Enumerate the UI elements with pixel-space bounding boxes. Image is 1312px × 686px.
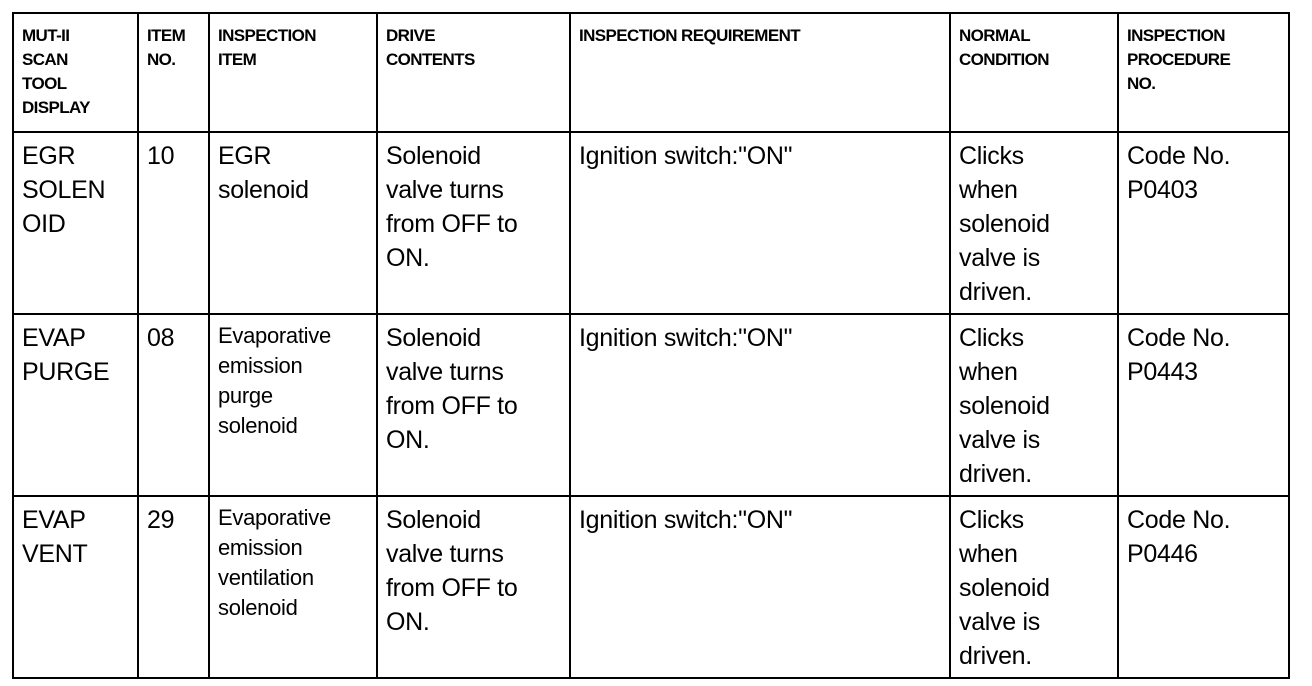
table-row [13,314,1289,496]
header-scan-tool-display: MUT-II SCAN TOOL DISPLAY [13,13,138,132]
header-inspection-procedure-no: INSPECTION PROCEDURE NO. [1118,13,1289,132]
table-row [13,496,1289,678]
header-inspection-requirement: INSPECTION REQUIREMENT [570,13,950,132]
header-normal-condition: NORMAL CONDITION [950,13,1118,132]
inspection-table-sheet [12,12,1290,679]
header-drive-contents: DRIVE CONTENTS [377,13,570,132]
cell-item-no: 29 [138,496,209,678]
cell-scan-tool-display: EVAP PURGE [13,314,138,496]
cell-inspection-requirement: Ignition switch:"ON" [570,132,950,314]
cell-inspection-item: Evaporative emission ventilation solenoid [209,496,377,678]
table-row [13,132,1289,314]
cell-normal-condition: Clicks when solenoid valve is driven. [950,132,1118,314]
cell-inspection-procedure-no: Code No. P0443 [1118,314,1289,496]
cell-scan-tool-display: EVAP VENT [13,496,138,678]
cell-drive-contents: Solenoid valve turns from OFF to ON. [377,314,570,496]
cell-normal-condition: Clicks when solenoid valve is driven. [950,496,1118,678]
header-inspection-item: INSPECTION ITEM [209,13,377,132]
header-item-no: ITEM NO. [138,13,209,132]
cell-scan-tool-display: EGR SOLEN OID [13,132,138,314]
cell-normal-condition: Clicks when solenoid valve is driven. [950,314,1118,496]
cell-inspection-item: Evaporative emission purge solenoid [209,314,377,496]
header-row [13,13,1289,132]
cell-inspection-procedure-no: Code No. P0446 [1118,496,1289,678]
cell-inspection-item: EGR solenoid [209,132,377,314]
cell-drive-contents: Solenoid valve turns from OFF to ON. [377,496,570,678]
cell-drive-contents: Solenoid valve turns from OFF to ON. [377,132,570,314]
cell-inspection-requirement: Ignition switch:"ON" [570,314,950,496]
cell-inspection-procedure-no: Code No. P0403 [1118,132,1289,314]
cell-inspection-requirement: Ignition switch:"ON" [570,496,950,678]
actuator-test-table [12,12,1290,679]
cell-item-no: 10 [138,132,209,314]
cell-item-no: 08 [138,314,209,496]
